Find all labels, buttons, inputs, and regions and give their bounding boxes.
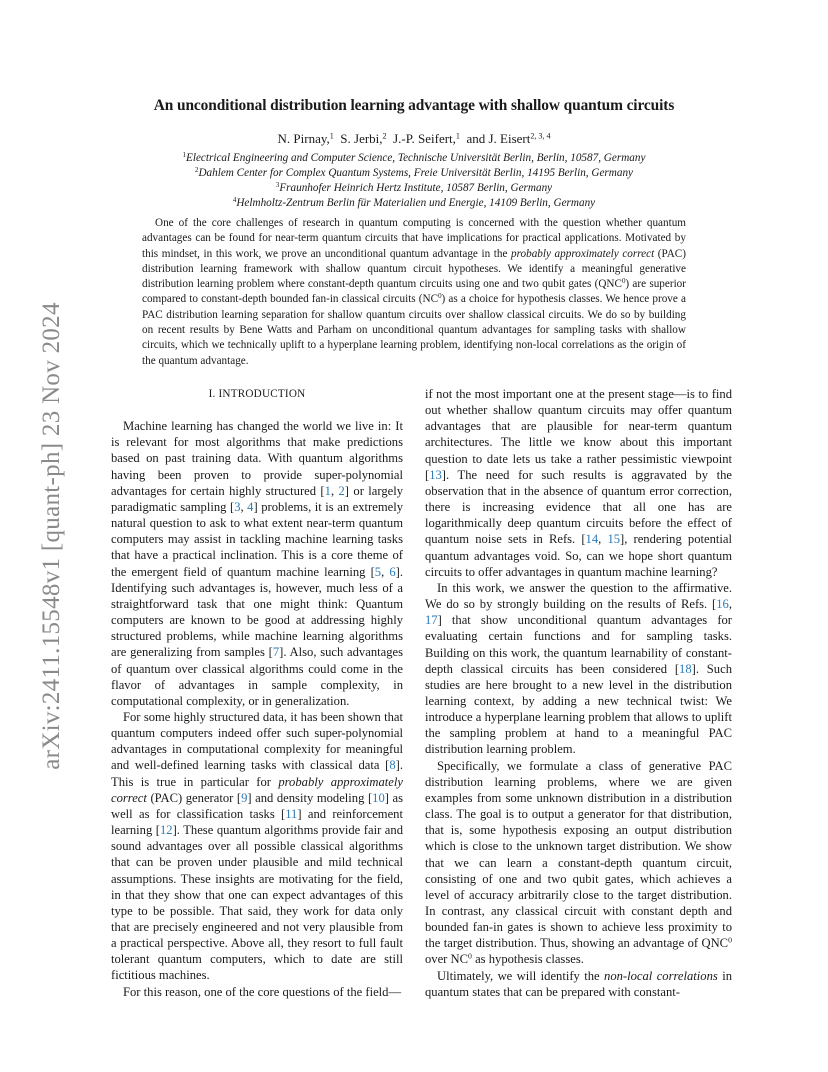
citation-link[interactable]: 1 (324, 483, 331, 498)
abstract: One of the core challenges of research in quantum computing is concerned with the question whether quantum advantages can be found for near-term quantum circuits that have implications for practical applications. Motivated by this mindset, in this work, we prove an unconditional quantum advantage in the probably approximately correct (PAC) distribution learning framework with shallow quantum circuit hypotheses. We identify a meaningful generative distribution learning problem where constant-depth quantum circuits using one and two qubit gates (QNC$^0$) are superior compared to constant-depth bounded fan-in classical circuits $(NC^0)$ as a choice for hypothesis classes. We hence prove a PAC distribution learning separation for shallow quantum circuits over shallow classical circuits. We do so by building on recent results by Bene Watts and Parham on unconditional quantum advantages for sampling tasks with shallow circuits, which we technically uplift to a hyperplane learning problem, identifying non-local correlations as the origin of the quantum advantage. (142, 217, 686, 367)
citation-link[interactable]: 2 (338, 483, 345, 498)
citation-link[interactable]: 11 (285, 806, 298, 821)
paragraph: For this reason, one of the core questions of the field— (123, 984, 402, 999)
paragraph: In this work, we answer the question to the affirmative. We do so by strongly building on the results of Refs. [16, 17] that show unconditional quantum advantages for evaluating certain functions and for sampling tasks. Building on this work, the quantum learnability of constant-depth classical circuits has been considered [18]. Such studies are here brought to a new level in the distribution learning context, by adding a new technical twist: We introduce a hyperplane learning problem that allows to uplift the sampling problem at hand to a meaningful PAC distribution learning problem. (425, 580, 732, 757)
paragraph: Machine learning has changed the world we live in: It is relevant for most algorithms that make predictions based on past training data. With quantum algorithms having been proven to provide super-polynomial advantages for certain highly structured [1, 2] or largely paradigmatic sampling [3, 4] problems, it is an extremely natural question to ask to what extent near-term quantum computers may assist in tackling machine learning tasks that have a practical inclination. This is a core theme of the emergent field of quantum machine learning [5, 6]. Identifying such advantages is, however, much less of a straightforward task that one might think: Quantum computers are known to be good at addressing highly structured problems, while machine learning algorithms are generalizing from samples [7]. Also, such advantages of quantum over classical algorithms could come in the flavor of advantages in sample complexity, in computational complexity, or in generalization. (111, 419, 404, 708)
citation-link[interactable]: 3 (234, 499, 241, 514)
citation-link[interactable]: 7 (272, 645, 280, 660)
section-heading: I. INTRODUCTION (208, 388, 306, 400)
author: N. Pirnay,$^1$ (277, 131, 334, 146)
paper-title: An unconditional distribution learning advantage with shallow quantum circuits (153, 97, 675, 114)
author-list (0, 131, 828, 147)
citation-link[interactable]: 13 (429, 467, 442, 482)
affiliation: $^3$Fraunhofer Heinrich Hertz Institute, 10587 Berlin, Germany (275, 181, 553, 194)
citation-link[interactable]: 17 (425, 613, 438, 628)
affiliation: $^4$Helmholtz-Zentrum Berlin für Materialien und Energie, 14109 Berlin, Germany (232, 196, 596, 209)
paragraph: if not the most important one at the present stage—is to find out whether shallow quantum circuits may offer quantum advantages that are plausible for near-term quantum architectures. The little we know about this important question to date lets us take a rather pessimistic viewpoint [13]. The need for such results is aggravated by the observation that in the absence of quantum error correction, there is increasing evidence that all one has are logarithmically deep quantum circuits before the effect of quantum noise sets in Refs. [14, 15], rendering potential quantum advantages void. So, can we hope short quantum circuits to offer advantages in quantum machine learning? (425, 387, 732, 579)
citation-link[interactable]: 9 (241, 790, 248, 805)
left-column (111, 386, 403, 1000)
paragraph: Specifically, we formulate a class of generative PAC distribution learning problems, where we are given examples from some unknown distribution in a distribution class. The goal is to output a generator for that distribution, that is, some hypothesis exposing an output distribution which is close to the unknown target distribution. We show that we can learn a constant-depth quantum circuit, consisting of one and two qubit gates, which achieves a level of accuracy arbitrarily close to the target distribution. In contrast, any classical circuit with constant depth and bounded fan-in gates is shown to achieve less proximity to the target distribution. Thus, showing an advantage of QNC$^0$ over $NC^0$ as hypothesis classes. (425, 758, 732, 967)
citation-link[interactable]: 18 (679, 661, 692, 676)
citation-link[interactable]: 12 (159, 823, 173, 838)
citation-link[interactable]: 4 (247, 499, 254, 514)
citation-link[interactable]: 10 (372, 790, 385, 805)
citation-link[interactable]: 15 (607, 532, 621, 547)
right-column (425, 386, 732, 1000)
citation-link[interactable]: 16 (716, 597, 729, 612)
citation-link[interactable]: 5 (374, 564, 382, 579)
citation-link[interactable]: 8 (389, 758, 396, 773)
paragraph: For some highly structured data, it has been shown that quantum computers indeed offer such super-polynomial advantages in computational complexity for meaningful and well-defined learning tasks with classical data [8]. This is true in particular for probably approximately correct (PAC) generator [9] and density modeling [10] as well as for classification tasks [11] and reinforcement learning [12]. These quantum algorithms provide fair and sound advantages over all possible classical algorithms that can be proven under plausible and mild technical assumptions. These insights are motivating for the field, in that they show that one can expect advantages of this type to be possible. That said, they work for data only that are precisely engineered and not very plausible from a practical perspective. Above all, they resort to full fault tolerant quantum computers, which to date are still fictitious machines. (111, 709, 403, 983)
arxiv-identifier: arXiv:2411.15548v1 [quant-ph] 23 Nov 2024 (38, 302, 65, 770)
author: S. Jerbi,$^2$ (340, 131, 387, 146)
paragraph: Ultimately, we will identify the non-local correlations in quantum states that can be prepared with constant- (425, 968, 732, 999)
affiliation: $^2$Dahlem Center for Complex Quantum Systems, Freie Universität Berlin, 14195 Berlin, Germany (194, 166, 634, 179)
citation-link[interactable]: 6 (389, 564, 396, 579)
author: and J. Eisert$^{2, 3, 4}$ (466, 131, 551, 146)
affiliation: $^1$Electrical Engineering and Computer Science, Technische Universität Berlin, Berlin, 10587, Germany (182, 151, 646, 164)
citation-link[interactable]: 14 (585, 532, 599, 547)
affiliations (0, 151, 828, 211)
author: J.-P. Seifert,$^1$ (393, 131, 460, 146)
